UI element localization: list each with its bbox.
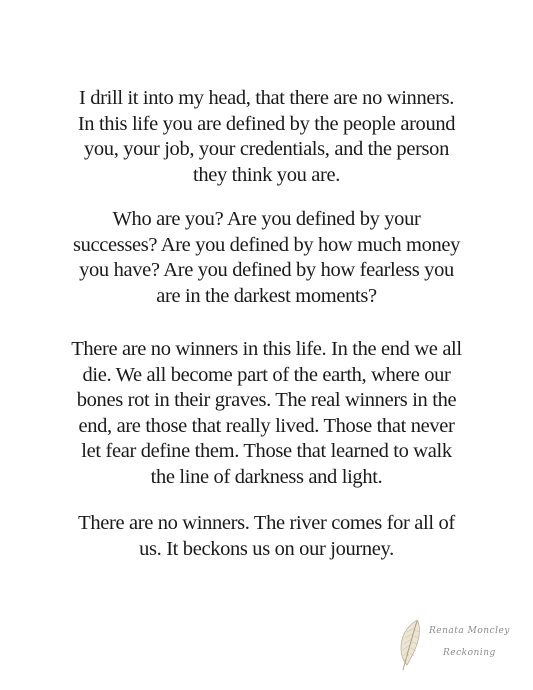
text-line: There are no winners in this life. In the end we all [71, 338, 462, 360]
text-line: bones rot in their graves. The real winners in the [76, 389, 457, 411]
text-line: In this life you are defined by the people around [77, 112, 456, 135]
text-line: you, your job, your credentials, and the person [84, 138, 449, 160]
paragraph-2 [40, 207, 493, 309]
text-line: you have? Are you defined by how fearless you [79, 259, 454, 281]
text-line: There are no winners. The river comes for all of [78, 512, 455, 534]
signature-logo [395, 614, 510, 674]
signature-line-1: Renata Moncley [429, 626, 510, 636]
text-line: end, are those that really lived. Those that never [78, 414, 455, 437]
paragraph-1 [40, 86, 493, 188]
paragraph-4 [40, 511, 493, 562]
paragraph-3 [40, 337, 493, 490]
text-line: Who are you? Are you defined by your [112, 208, 421, 230]
text-line: I drill it into my head, that there are no winners. [79, 87, 454, 109]
text-line: are in the darkest moments? [156, 284, 377, 307]
text-line: die. We all become part of the earth, where our [82, 363, 451, 386]
text-line: they think you are. [192, 163, 341, 186]
text-line: the line of darkness and light. [150, 465, 383, 488]
text-line: let fear define them. Those that learned to walk [81, 440, 452, 462]
feather-icon [395, 618, 425, 672]
signature-line-2: Reckoning [443, 648, 496, 658]
text-line: us. It beckons us on our journey. [139, 537, 394, 560]
text-line: successes? Are you defined by how much money [72, 233, 461, 256]
